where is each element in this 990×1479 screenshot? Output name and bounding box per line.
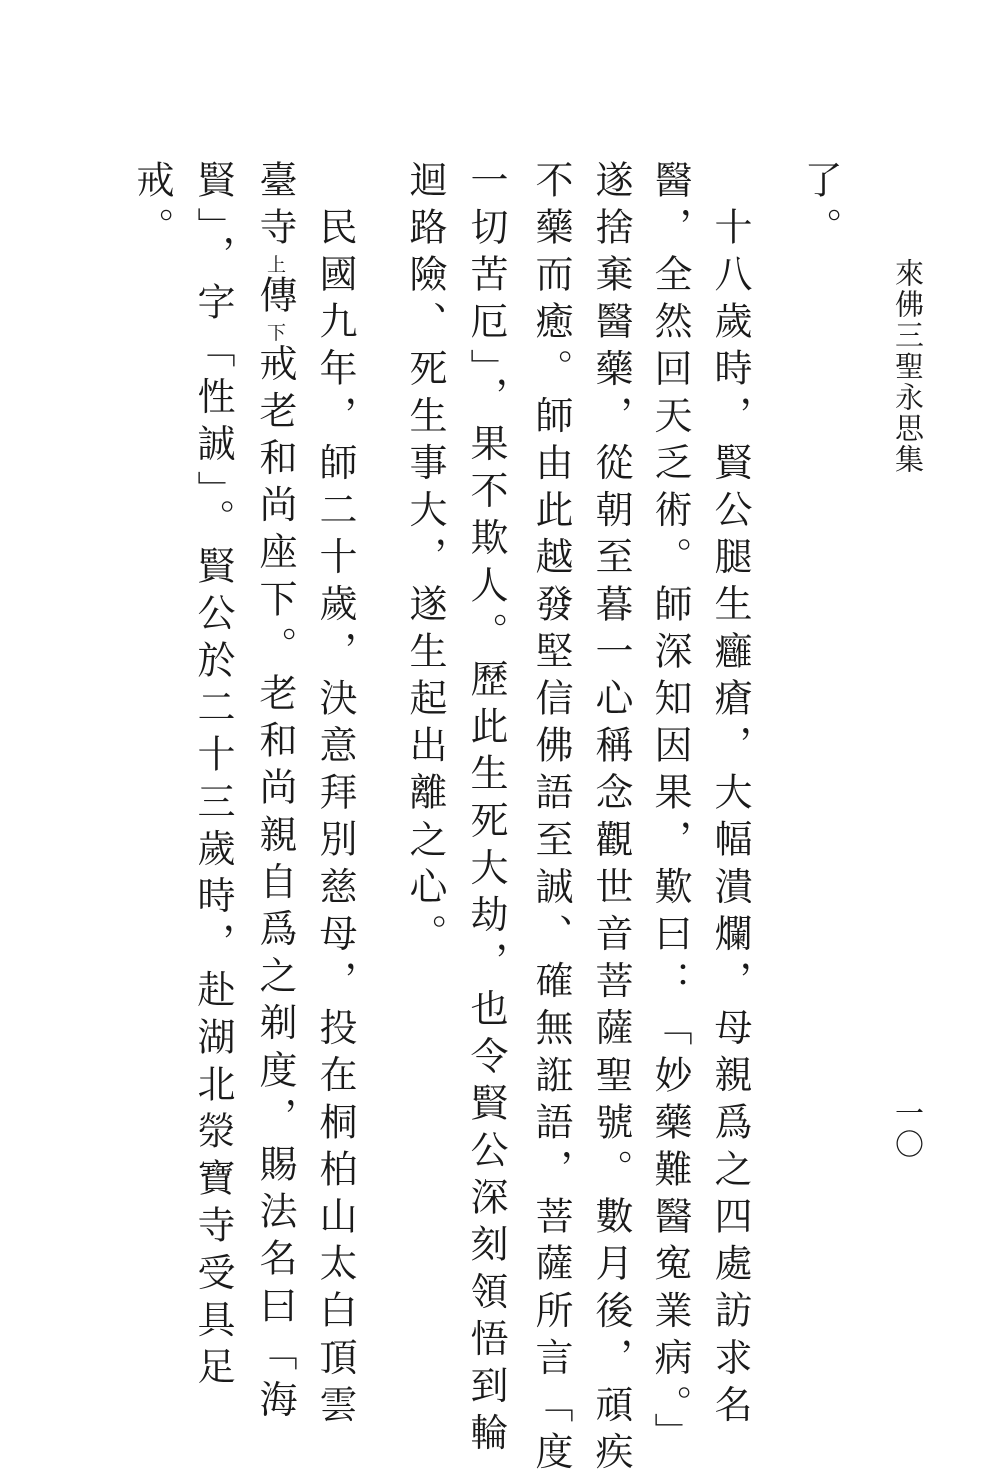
text-run: 臺寺 [253, 160, 297, 255]
text-run: 傳 [253, 275, 297, 323]
text-column: 迴路險、死生事大，遂生起出離之心。 [403, 160, 447, 961]
text-column: 十八歲時，賢公腿生癰瘡，大幅潰爛，母親爲之四處訪求名 [708, 207, 752, 1432]
page-number: 一〇 [891, 1098, 925, 1160]
text-column: 醫，全然回天乏術。師深知因果，歎曰：「妙藥難醫寃業病。」 [648, 160, 692, 1460]
interlinear-note: 上 [264, 254, 286, 276]
text-column: 一切苦厄」，果不欺人。歷此生死大劫，也令賢公深刻領悟到輪 [464, 160, 508, 1460]
text-column: 了。 [798, 160, 842, 255]
text-column: 不藥而癒。師由此越發堅信佛語至誠、確無誑語，菩薩所言「度 [529, 160, 573, 1479]
text-column: 遂捨棄醫藥，從朝至暮一心稱念觀世音菩薩聖號。數月後，頑疾 [589, 160, 633, 1479]
text-column: 民國九年，師二十歲，決意拜別慈母，投在桐柏山太白頂雲 [313, 207, 357, 1432]
text-column: 賢」，字「性誠」。賢公於二十三歲時，赴湖北滎寶寺受具足 [191, 160, 235, 1394]
interlinear-note: 下 [264, 322, 286, 344]
text-column [253, 160, 297, 1427]
text-column: 戒。 [130, 160, 174, 255]
running-title: 來佛三聖永思集 [891, 258, 925, 475]
text-run: 戒老和尚座下。老和尚親自爲之剃度，賜法名曰「海 [253, 343, 297, 1427]
